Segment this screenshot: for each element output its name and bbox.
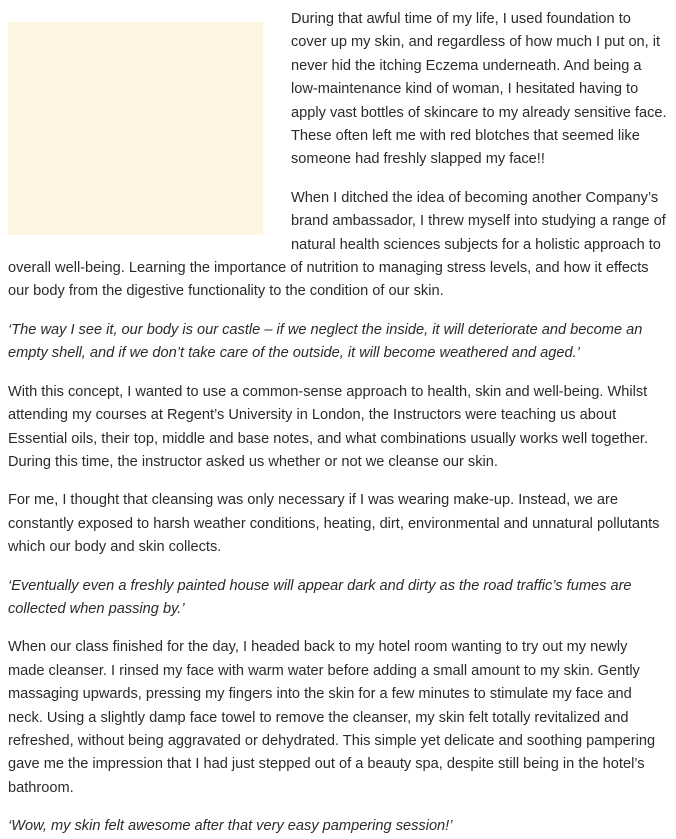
article-image <box>8 22 263 235</box>
paragraph-concept: With this concept, I wanted to use a common-sense approach to health, skin and well-being. Whilst attending my courses at Regent’s University in London, the Instructors were teaching us about Essential oils, their top, middle and base notes, and what combinations usually works well together. During this time, the instructor asked us whether or not we cleanse our skin. <box>8 383 649 470</box>
paragraph-cleansing: For me, I thought that cleansing was only necessary if I was wearing make-up. Instead, we are constantly exposed to harsh weather conditions, heating, dirt, environmental and unnatural pollutants which our body and skin collects. <box>8 492 660 556</box>
quote-castle: ‘The way I see it, our body is our castle – if we neglect the inside, it will deteriorate and become an empty shell, and if we don’t take care of the outside, it will become weathered and aged.’ <box>8 321 643 362</box>
paragraph-hotel: When our class finished for the day, I headed back to my hotel room wanting to try out my newly made cleanser. I rinsed my face with warm water before adding a small amount to my skin. Gently massaging upwards, pressing my fingers into the skin for a few minutes to stimulate my face and neck. Using a slightly damp face towel to remove the cleanser, my skin felt totally revitalized and refreshed, without being aggravated or dehydrated. This simple yet delicate and soothing pampering gave me the impression that I had just stepped out of a beauty spa, despite still being in the hotel’s bathroom. <box>8 639 656 796</box>
paragraph-ambassador: When I ditched the idea of becoming another Company’s brand ambassador, I threw myself into studying a range of natural health sciences subjects for a holistic approach to overall well-being. Learning the importance of nutrition to managing stress levels, and how it effects our body from the digestive functionality to the condition of our skin. <box>8 189 666 300</box>
quote-painted-house: ‘Eventually even a freshly painted house will appear dark and dirty as the road traffic’s fumes are collected when passing by.’ <box>8 577 632 617</box>
paragraph-foundation: During that awful time of my life, I used foundation to cover up my skin, and regardless of how much I put on, it never hid the itching Eczema underneath. And being a low-maintenance kind of woman, I hesitated having to apply vast bottles of skincare to my already sensitive face. These often left me with red blotches that seemed like someone had freshly slapped my face!! <box>291 11 667 168</box>
quote-wow: ‘Wow, my skin felt awesome after that very easy pampering session!’ <box>8 818 453 835</box>
